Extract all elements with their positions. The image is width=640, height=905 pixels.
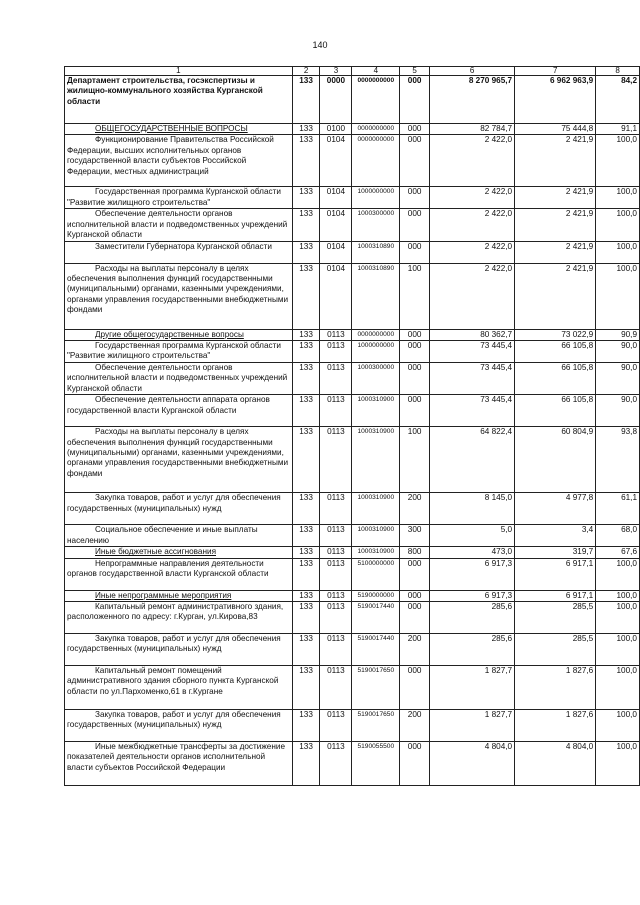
- row-executed: 2 421,9: [515, 241, 596, 263]
- row-code-expense: 000: [400, 590, 430, 601]
- row-name: [65, 76, 293, 124]
- row-code-section: 0113: [320, 710, 352, 742]
- row-name-text: Функционирование Правительства Российской Федерации, высших исполнительных органов государственной власти субъектов Российской Федерации, местных администраций: [67, 135, 274, 176]
- row-percent: 67,6: [596, 547, 640, 558]
- header-cell: 4: [352, 67, 400, 76]
- row-percent: 100,0: [596, 135, 640, 187]
- row-code-expense: 000: [400, 341, 430, 363]
- table-row: [65, 76, 640, 124]
- row-name-text: Заместители Губернатора Курганской области: [95, 241, 272, 251]
- row-code-expense: 000: [400, 742, 430, 786]
- row-name-text: ОБЩЕГОСУДАРСТВЕННЫЕ ВОПРОСЫ: [95, 124, 248, 133]
- row-name-text: Государственная программа Курганской области "Развитие жилищного строительства": [67, 187, 281, 207]
- table-row: [65, 209, 640, 241]
- row-code-section: 0113: [320, 363, 352, 395]
- row-percent: 100,0: [596, 558, 640, 590]
- row-code-admin: 133: [292, 710, 320, 742]
- row-percent: 100,0: [596, 666, 640, 710]
- row-code-section: 0104: [320, 241, 352, 263]
- row-code-section: 0113: [320, 395, 352, 427]
- row-name: [65, 493, 293, 525]
- row-percent: 91,1: [596, 124, 640, 135]
- table-row: [65, 634, 640, 666]
- header-cell: 3: [320, 67, 352, 76]
- row-percent: 100,0: [596, 602, 640, 634]
- row-code-section: 0104: [320, 187, 352, 209]
- row-code-expense: 000: [400, 76, 430, 124]
- row-percent: 100,0: [596, 241, 640, 263]
- row-code-admin: 133: [292, 187, 320, 209]
- row-code-expense: 200: [400, 493, 430, 525]
- row-code-admin: 133: [292, 341, 320, 363]
- row-code-target: 1000310890: [352, 263, 400, 329]
- row-code-expense: 000: [400, 329, 430, 340]
- row-code-section: 0100: [320, 124, 352, 135]
- row-code-expense: 000: [400, 666, 430, 710]
- row-executed: 2 421,9: [515, 135, 596, 187]
- table-row: [65, 493, 640, 525]
- row-code-target: 5190017650: [352, 666, 400, 710]
- row-code-admin: 133: [292, 263, 320, 329]
- table-row: [65, 363, 640, 395]
- row-planned: 4 804,0: [430, 742, 515, 786]
- row-planned: 1 827,7: [430, 710, 515, 742]
- row-code-admin: 133: [292, 742, 320, 786]
- row-code-section: 0000: [320, 76, 352, 124]
- row-code-expense: 200: [400, 710, 430, 742]
- header-cell: 6: [430, 67, 515, 76]
- row-name: [65, 710, 293, 742]
- page-number: 140: [312, 40, 328, 50]
- row-code-admin: 133: [292, 666, 320, 710]
- row-executed: 6 917,1: [515, 590, 596, 601]
- row-name: [65, 427, 293, 493]
- row-code-admin: 133: [292, 525, 320, 547]
- row-planned: 73 445,4: [430, 395, 515, 427]
- row-percent: 100,0: [596, 710, 640, 742]
- row-name: [65, 525, 293, 547]
- row-code-section: 0113: [320, 547, 352, 558]
- row-code-section: 0113: [320, 427, 352, 493]
- row-percent: 93,8: [596, 427, 640, 493]
- row-code-target: 1000310900: [352, 395, 400, 427]
- row-code-section: 0113: [320, 742, 352, 786]
- row-code-section: 0113: [320, 634, 352, 666]
- table-row: [65, 263, 640, 329]
- row-executed: 75 444,8: [515, 124, 596, 135]
- row-name: [65, 263, 293, 329]
- row-code-target: 1000000000: [352, 341, 400, 363]
- row-code-expense: 000: [400, 602, 430, 634]
- row-code-section: 0113: [320, 525, 352, 547]
- row-code-target: 5190017440: [352, 634, 400, 666]
- table-row: [65, 241, 640, 263]
- row-name: [65, 329, 293, 340]
- row-code-expense: 200: [400, 634, 430, 666]
- row-name: [65, 666, 293, 710]
- row-planned: 1 827,7: [430, 666, 515, 710]
- table-row: [65, 124, 640, 135]
- row-code-target: 1000310900: [352, 547, 400, 558]
- row-percent: 100,0: [596, 590, 640, 601]
- row-executed: 4 804,0: [515, 742, 596, 786]
- row-code-expense: 100: [400, 263, 430, 329]
- row-name: [65, 634, 293, 666]
- row-code-expense: 000: [400, 135, 430, 187]
- row-code-section: 0104: [320, 263, 352, 329]
- row-name-text: Государственная программа Курганской области "Развитие жилищного строительства": [67, 341, 281, 361]
- row-code-admin: 133: [292, 590, 320, 601]
- row-name: [65, 135, 293, 187]
- row-code-admin: 133: [292, 558, 320, 590]
- row-code-admin: 133: [292, 329, 320, 340]
- row-code-section: 0104: [320, 135, 352, 187]
- row-code-expense: 100: [400, 427, 430, 493]
- row-executed: 285,5: [515, 634, 596, 666]
- row-name: [65, 742, 293, 786]
- row-code-admin: 133: [292, 634, 320, 666]
- row-executed: 4 977,8: [515, 493, 596, 525]
- row-planned: 285,6: [430, 634, 515, 666]
- row-executed: 285,5: [515, 602, 596, 634]
- row-name: [65, 241, 293, 263]
- row-executed: 66 105,8: [515, 363, 596, 395]
- row-executed: 66 105,8: [515, 395, 596, 427]
- row-name: [65, 124, 293, 135]
- table-row: [65, 710, 640, 742]
- row-planned: 80 362,7: [430, 329, 515, 340]
- row-code-section: 0113: [320, 602, 352, 634]
- row-code-target: 5190055500: [352, 742, 400, 786]
- row-planned: 73 445,4: [430, 363, 515, 395]
- table-row: [65, 187, 640, 209]
- row-name: [65, 602, 293, 634]
- row-planned: 2 422,0: [430, 263, 515, 329]
- row-name-text: Обеспечение деятельности органов исполнительной власти и подведомственных учреждений Курганской области: [67, 363, 288, 393]
- row-executed: 6 917,1: [515, 558, 596, 590]
- row-code-admin: 133: [292, 124, 320, 135]
- row-planned: 2 422,0: [430, 135, 515, 187]
- row-planned: 82 784,7: [430, 124, 515, 135]
- row-code-section: 0113: [320, 493, 352, 525]
- row-planned: 64 822,4: [430, 427, 515, 493]
- row-code-section: 0113: [320, 558, 352, 590]
- row-name-text: Иные межбюджетные трансферты за достижение показателей деятельности органов исполнительной власти субъектов Российской Федерации: [67, 742, 286, 772]
- header-cell: 5: [400, 67, 430, 76]
- row-name: [65, 590, 293, 601]
- row-code-target: 1000310900: [352, 427, 400, 493]
- row-code-section: 0104: [320, 209, 352, 241]
- row-name-text: Капитальный ремонт помещений административного здания сборного пункта Курганской области по ул.Пархоменко,61 в г.Кургане: [67, 666, 279, 696]
- row-executed: 60 804,9: [515, 427, 596, 493]
- table-row: [65, 547, 640, 558]
- row-code-admin: 133: [292, 547, 320, 558]
- row-planned: 8 270 965,7: [430, 76, 515, 124]
- row-code-admin: 133: [292, 76, 320, 124]
- row-name-text: Капитальный ремонт административного здания, расположенного по адресу: г.Курган, ул.Кирова,83: [67, 602, 284, 622]
- table-row: [65, 427, 640, 493]
- row-name: [65, 187, 293, 209]
- row-code-admin: 133: [292, 363, 320, 395]
- row-code-expense: 000: [400, 241, 430, 263]
- row-code-target: 5190017650: [352, 710, 400, 742]
- header-cell: 8: [596, 67, 640, 76]
- row-name-text: Иные непрограммные мероприятия: [95, 590, 232, 600]
- row-name-text: Обеспечение деятельности органов исполнительной власти и подведомственных учреждений Курганской области: [67, 209, 288, 240]
- row-code-expense: 000: [400, 124, 430, 135]
- row-name-text: Обеспечение деятельности аппарата органов государственной власти Курганской области: [67, 395, 270, 415]
- row-executed: 319,7: [515, 547, 596, 558]
- row-name: [65, 395, 293, 427]
- row-percent: 100,0: [596, 742, 640, 786]
- row-planned: 285,6: [430, 602, 515, 634]
- row-name-text: Закупка товаров, работ и услуг для обеспечения государственных (муниципальных) нужд: [67, 634, 281, 654]
- row-code-section: 0113: [320, 590, 352, 601]
- row-percent: 84,2: [596, 76, 640, 124]
- row-percent: 90,0: [596, 395, 640, 427]
- table-row: [65, 341, 640, 363]
- row-code-admin: 133: [292, 493, 320, 525]
- row-code-target: 0000000000: [352, 135, 400, 187]
- row-executed: 2 421,9: [515, 263, 596, 329]
- row-percent: 100,0: [596, 263, 640, 329]
- row-executed: 66 105,8: [515, 341, 596, 363]
- row-planned: 6 917,3: [430, 590, 515, 601]
- row-code-target: 5190017440: [352, 602, 400, 634]
- row-percent: 68,0: [596, 525, 640, 547]
- row-planned: 8 145,0: [430, 493, 515, 525]
- row-code-target: 1000310900: [352, 493, 400, 525]
- header-cell: 2: [292, 67, 320, 76]
- row-name-text: Расходы на выплаты персоналу в целях обеспечения выполнения функций государственными (муниципальными) органами, казенными учреждениями, органами управления государственными внебюджетными фондами: [67, 263, 289, 315]
- row-code-admin: 133: [292, 135, 320, 187]
- row-name-text: Департамент строительства, госэкспертизы и жилищно-коммунального хозяйства Курганской области: [67, 76, 263, 106]
- row-name-text: Закупка товаров, работ и услуг для обеспечения государственных (муниципальных) нужд: [67, 710, 281, 730]
- row-percent: 90,0: [596, 363, 640, 395]
- row-percent: 100,0: [596, 209, 640, 241]
- table-row: [65, 135, 640, 187]
- row-code-admin: 133: [292, 427, 320, 493]
- row-planned: 6 917,3: [430, 558, 515, 590]
- row-name-text: Иные бюджетные ассигнования: [95, 547, 217, 557]
- row-code-target: 0000000000: [352, 124, 400, 135]
- table-row: [65, 742, 640, 786]
- table-row: [65, 558, 640, 590]
- row-planned: 473,0: [430, 547, 515, 558]
- row-percent: 90,9: [596, 329, 640, 340]
- row-name: [65, 547, 293, 558]
- row-code-target: 1000000000: [352, 187, 400, 209]
- row-percent: 61,1: [596, 493, 640, 525]
- table-row: [65, 602, 640, 634]
- row-name-text: Социальное обеспечение и иные выплаты населению: [67, 525, 258, 545]
- header-cell: 1: [65, 67, 293, 76]
- row-name: [65, 363, 293, 395]
- row-code-target: 0000000000: [352, 329, 400, 340]
- table-row: [65, 590, 640, 601]
- row-planned: 2 422,0: [430, 241, 515, 263]
- table-row: [65, 666, 640, 710]
- table-row: [65, 329, 640, 340]
- row-code-expense: 000: [400, 395, 430, 427]
- row-code-target: 1000300000: [352, 209, 400, 241]
- row-code-expense: 800: [400, 547, 430, 558]
- row-code-target: 5190000000: [352, 590, 400, 601]
- row-code-admin: 133: [292, 602, 320, 634]
- row-percent: 90,0: [596, 341, 640, 363]
- row-name: [65, 209, 293, 241]
- header-cell: 7: [515, 67, 596, 76]
- row-code-target: 1000310890: [352, 241, 400, 263]
- row-name-text: Другие общегосударственные вопросы: [95, 329, 244, 339]
- row-planned: 2 422,0: [430, 209, 515, 241]
- row-name-text: Непрограммные направления деятельности органов государственной власти Курганской области: [67, 558, 269, 579]
- row-code-expense: 300: [400, 525, 430, 547]
- row-code-target: 1000310900: [352, 525, 400, 547]
- row-name: [65, 558, 293, 590]
- row-code-expense: 000: [400, 558, 430, 590]
- row-code-target: 5100000000: [352, 558, 400, 590]
- row-planned: 73 445,4: [430, 341, 515, 363]
- row-code-section: 0113: [320, 341, 352, 363]
- table-row: [65, 395, 640, 427]
- budget-table: [64, 66, 640, 786]
- row-name: [65, 341, 293, 363]
- row-executed: 3,4: [515, 525, 596, 547]
- header-row: [65, 67, 640, 76]
- row-planned: 5,0: [430, 525, 515, 547]
- row-code-section: 0113: [320, 666, 352, 710]
- row-percent: 100,0: [596, 634, 640, 666]
- row-executed: 2 421,9: [515, 187, 596, 209]
- row-code-expense: 000: [400, 187, 430, 209]
- row-executed: 1 827,6: [515, 666, 596, 710]
- row-name-text: Расходы на выплаты персоналу в целях обеспечения выполнения функций государственными (муниципальными) органами, казенными учреждениями, органами управления государственными внебюджетными фондами: [67, 427, 289, 478]
- row-executed: 1 827,6: [515, 710, 596, 742]
- row-code-admin: 133: [292, 395, 320, 427]
- row-executed: 2 421,9: [515, 209, 596, 241]
- row-executed: 73 022,9: [515, 329, 596, 340]
- row-code-expense: 000: [400, 363, 430, 395]
- row-code-admin: 133: [292, 241, 320, 263]
- row-planned: 2 422,0: [430, 187, 515, 209]
- row-code-section: 0113: [320, 329, 352, 340]
- table-row: [65, 525, 640, 547]
- row-executed: 6 962 963,9: [515, 76, 596, 124]
- row-percent: 100,0: [596, 187, 640, 209]
- row-code-expense: 000: [400, 209, 430, 241]
- row-code-admin: 133: [292, 209, 320, 241]
- row-code-target: 1000300000: [352, 363, 400, 395]
- row-name-text: Закупка товаров, работ и услуг для обеспечения государственных (муниципальных) нужд: [67, 493, 281, 513]
- row-code-target: 0000000000: [352, 76, 400, 124]
